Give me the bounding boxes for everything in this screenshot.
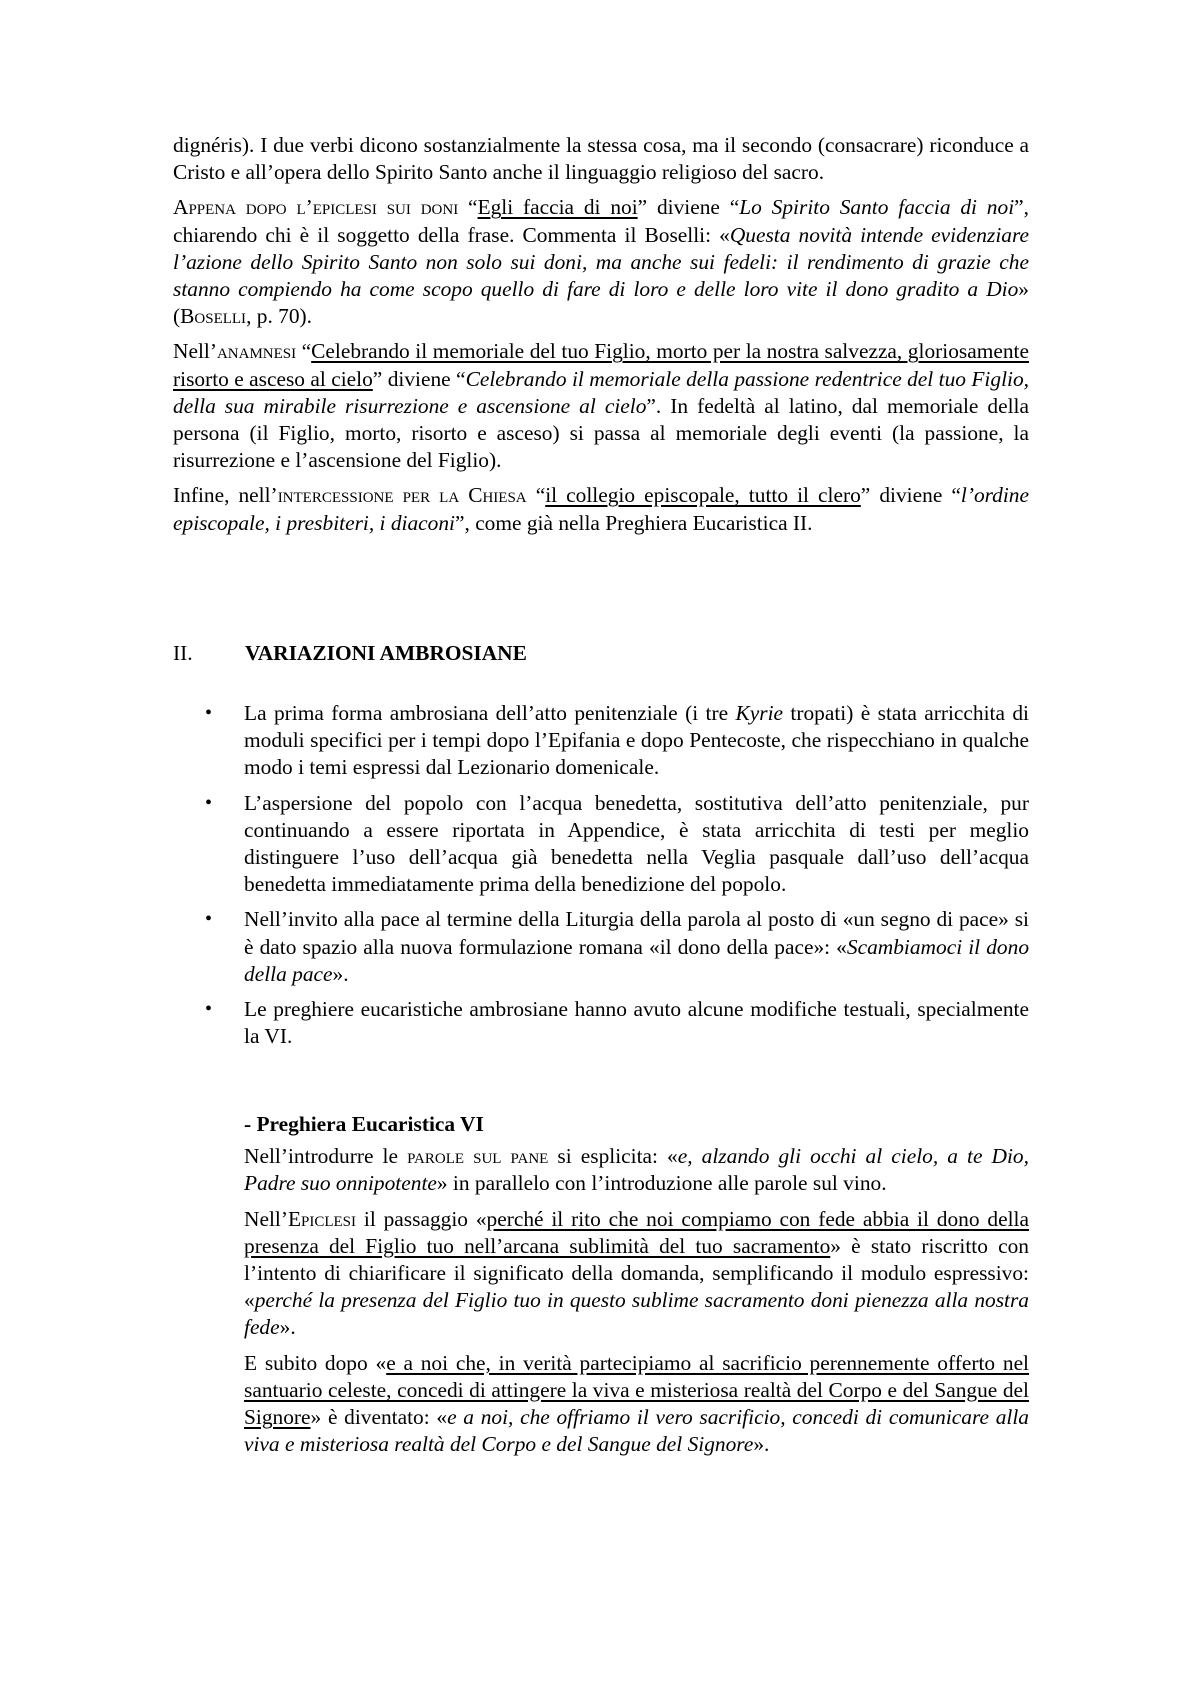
smallcaps-label: intercessione per la Chiesa <box>277 483 527 508</box>
section-heading <box>173 640 527 667</box>
italic-new-text: e a noi, che offriamo il vero sacrificio, concedi di comunicare alla viva e misteriosa realtà del Corpo e del Sangue del Signore <box>244 1405 1029 1457</box>
paragraph-epiclesi: Nell’Epiclesi il passaggio «perché il rito che noi compiamo con fede abbia il dono della presenza del Figlio tuo nell’arcana sublimità del tuo sacramento» è stato riscritto con l’intento di chiarificare il significato della domanda, semplificando il modulo espressivo: «perché la presenza del Figlio tuo in questo sublime sacramento doni pienezza alla nostra fede». <box>244 1206 1029 1340</box>
smallcaps-label: anamnesi <box>216 339 297 364</box>
italic-new-text: e, alzando gli occhi al cielo, a te Dio, Padre suo onnipotente <box>244 1144 1029 1196</box>
underlined-old-text: e a noi che, in verità partecipiamo al sacrificio perennemente offerto nel santuario celeste, concedi di attingere la viva e misteriosa realtà del Corpo e del Sangue del Signore <box>244 1350 1030 1430</box>
section-number: II. <box>173 641 193 665</box>
smallcaps-label: parole sul pane <box>407 1144 549 1169</box>
underlined-old-text: Egli faccia di noi <box>477 195 638 220</box>
italic-quote: Questa novità intende evidenziare l’azione dello Spirito Santo non solo sui doni, ma anche sui fedeli: il rendimento di grazie che stanno compiendo ha come scopo quello di fare di loro e delle loro vite il dono gradito a Dio <box>173 222 1029 302</box>
paragraph-epiclesi-doni: Appena dopo l’epiclesi sui doni “Egli faccia di noi” diviene “Lo Spirito Santo faccia di noi”, chiarendo chi è il soggetto della frase. Commenta il Boselli: «Questa novità intende evidenziare l’azione dello Spirito Santo non solo sui doni, ma anche sui fedeli: il rendimento di grazie che stanno compiendo ha come scopo quello di fare di loro e delle loro vite il dono gradito a Dio» (Boselli, p. 70). <box>173 195 1029 329</box>
italic-new-text: perché la presenza del Figlio tuo in questo sublime sacramento doni pienezza alla nostra fede <box>244 1288 1029 1340</box>
subsection-title: - Preghiera Eucaristica VI <box>244 1112 484 1136</box>
underlined-old-text: perché il rito che noi compiamo con fede abbia il dono della presenza del Figlio tuo nell’arcana sublimità del tuo sacramento <box>244 1206 1029 1258</box>
smallcaps-label: Epiclesi <box>287 1206 357 1231</box>
list-item: • La prima forma ambrosiana dell’atto penitenziale (i tre Kyrie tropati) è stata arricchita di moduli specifici per i tempi dopo l’Epifania e dopo Pentecoste, che rispecchiano in qualche modo i temi espressi dal Lezionario domenicale. <box>244 700 1029 782</box>
section-title: VARIAZIONI AMBROSIANE <box>245 641 527 665</box>
italic-new-text: Celebrando il memoriale della passione redentrice del tuo Figlio, della sua mirabile risurrezione e ascensione al cielo <box>173 366 1029 418</box>
paragraph-subito-dopo: E subito dopo «e a noi che, in verità partecipiamo al sacrificio perennemente offerto nel santuario celeste, concedi di attingere la viva e misteriosa realtà del Corpo e del Sangue del Signore» è diventato: «e a noi, che offriamo il vero sacrificio, concedi di comunicare alla viva e misteriosa realtà del Corpo e del Sangue del Signore». <box>244 1350 1030 1457</box>
italic-new-text: Lo Spirito Santo faccia di noi <box>739 195 1015 220</box>
paragraph-parole-pane: Nell’introdurre le parole sul pane si esplicita: «e, alzando gli occhi al cielo, a te Dio, Padre suo onnipotente» in parallelo con l’introduzione alle parole sul vino. <box>244 1144 1029 1196</box>
paragraph-consacrare: dignéris). I due verbi dicono sostanzialmente la stessa cosa, ma il secondo (consacrare) riconduce a Cristo e all’opera dello Spirito Santo anche il linguaggio religioso del sacro. <box>173 133 1029 185</box>
subsection-pe-vi <box>244 1111 1029 1458</box>
paragraph-anamnesi: Nell’anamnesi “Celebrando il memoriale del tuo Figlio, morto per la nostra salvezza, gloriosamente risorto e asceso al cielo” diviene “Celebrando il memoriale della passione redentrice del tuo Figlio, della sua mirabile risurrezione e ascensione al cielo”. In fedeltà al latino, dal memoriale della persona (il Figlio, morto, risorto e asceso) si passa al memoriale degli eventi (la passione, la risurrezione e l’ascensione del Figlio). <box>173 339 1029 473</box>
underlined-old-text: il collegio episcopale, tutto il clero <box>545 483 861 508</box>
smallcaps-author: Boselli <box>180 304 247 329</box>
variations-list <box>244 700 1029 1050</box>
list-item: • L’aspersione del popolo con l’acqua benedetta, sostitutiva dell’atto penitenziale, pur continuando a essere riportata in Appendice, è stata arricchita di testi per meglio distinguere l’uso dell’acqua già benedetta nella Veglia pasquale dall’uso dell’acqua benedetta immediatamente prima della benedizione del popolo. <box>244 790 1029 899</box>
italic-new-text: l’ordine episcopale, i presbiteri, i diaconi <box>173 483 1029 535</box>
list-item: • Le preghiere eucaristiche ambrosiane hanno avuto alcune modifiche testuali, specialmente la VI. <box>244 996 1029 1050</box>
paragraph-intercessione: Infine, nell’intercessione per la Chiesa “il collegio episcopale, tutto il clero” diviene “l’ordine episcopale, i presbiteri, i diaconi”, come già nella Preghiera Eucaristica II. <box>173 483 1029 535</box>
list-item: • Nell’invito alla pace al termine della Liturgia della parola al posto di «un segno di pace» si è dato spazio alla nuova formulazione romana «il dono della pace»: «Scambiamoci il dono della pace». <box>244 906 1029 988</box>
smallcaps-label: Appena dopo l’epiclesi sui doni <box>173 195 459 220</box>
underlined-old-text: Celebrando il memoriale del tuo Figlio, morto per la nostra salvezza, gloriosamente risorto e asceso al cielo <box>173 339 1029 391</box>
body-text-top <box>173 132 1029 537</box>
